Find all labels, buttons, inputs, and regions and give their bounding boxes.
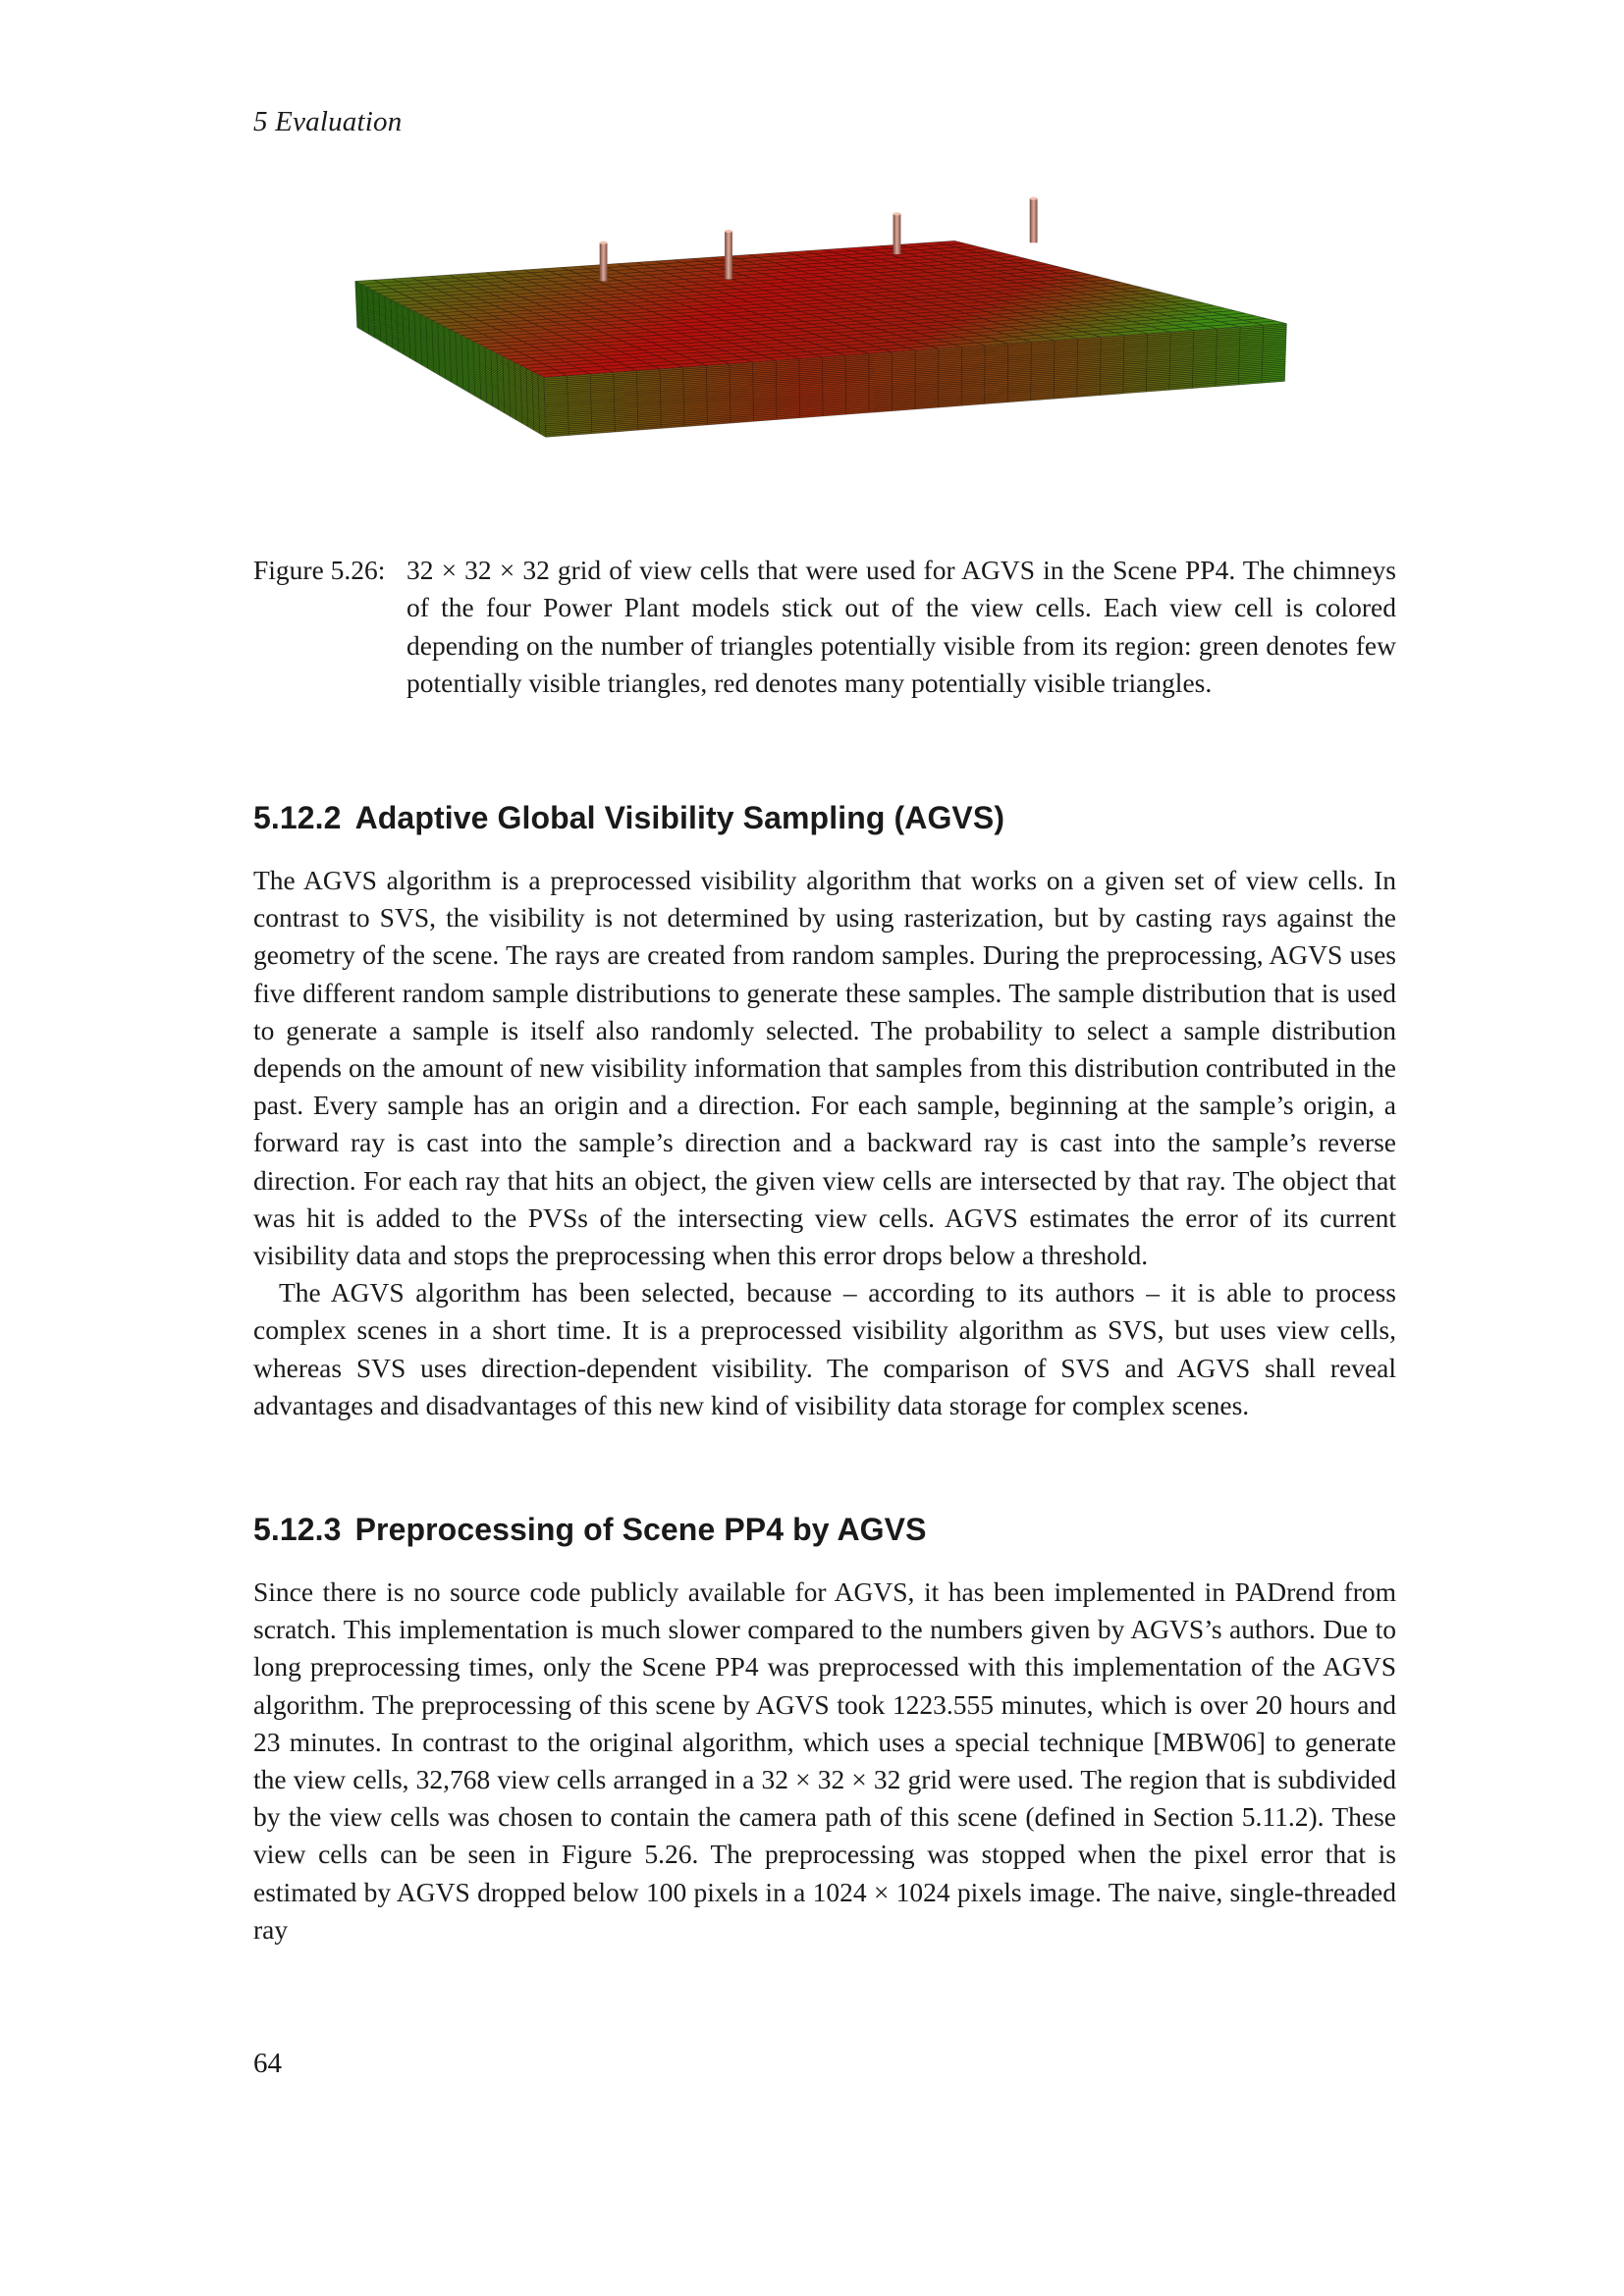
- paragraph: The AGVS algorithm is a preprocessed visibility algorithm that works on a given set of view cells. In contrast to SVS, the visibility is not determined by using rasterization, but by casting rays against the geometry of the scene. The rays are created from random samples. During the preprocessing, AGVS uses five different random sample distributions to generate these samples. The sample distribution that is used to generate a sample is itself also randomly selected. The probability to select a sample distribution depends on the amount of new visibility information that samples from this distribution contributed in the past. Every sample has an origin and a direction. For each sample, beginning at the sample’s origin, a forward ray is cast into the sample’s direction and a backward ray is cast into the sample’s reverse direction. For each ray that hits an object, the given view cells are intersected by that ray. The object that was hit is added to the PVSs of the intersecting view cells. AGVS estimates the error of its current visibility data and stops the preprocessing when this error drops below a threshold.: [253, 865, 1396, 1271]
- chimney-4: [1030, 198, 1038, 242]
- section-number: 5.12.3: [253, 1512, 342, 1547]
- page-number: 64: [253, 2048, 282, 2079]
- chimney-top-2: [725, 230, 732, 233]
- chimney-2: [725, 232, 732, 280]
- section-heading-5-12-3: [253, 1512, 927, 1548]
- chimney-3: [893, 214, 901, 254]
- chimney-top-1: [600, 241, 608, 244]
- section-body-5-12-2: [253, 862, 1396, 1424]
- figure-label: Figure 5.26:: [253, 555, 386, 585]
- section-title: Preprocessing of Scene PP4 by AGVS: [354, 1512, 927, 1547]
- view-cell-grid-image: [344, 183, 1306, 526]
- section-body-5-12-3: [253, 1574, 1396, 1949]
- paragraph: Since there is no source code publicly available for AGVS, it has been implemented in PADrend from scratch. This implementation is much slower compared to the numbers given by AGVS’s authors. Due to long preprocessing times, only the Scene PP4 was preprocessed with this implementation of the AGVS algorithm. The preprocessing of this scene by AGVS took 1223.555 minutes, which is over 20 hours and 23 minutes. In contrast to the original algorithm, which uses a special technique [MBW06] to generate the view cells, 32,768 view cells arranged in a 32 × 32 × 32 grid were used. The region that is subdivided by the view cells was chosen to contain the camera path of this scene (defined in Section 5.11.2). These view cells can be seen in Figure 5.26. The preprocessing was stopped when the pixel error that is estimated by AGVS dropped below 100 pixels in a 1024 × 1024 pixels image. The naive, single-threaded ray: [253, 1576, 1396, 1945]
- figure-5-26: [344, 183, 1306, 526]
- chimney-top-3: [893, 212, 901, 215]
- figure-caption: [253, 552, 1396, 703]
- chimney-top-4: [1030, 197, 1038, 200]
- section-number: 5.12.2: [253, 800, 342, 835]
- section-title: Adaptive Global Visibility Sampling (AGVS): [354, 800, 1005, 835]
- section-heading-5-12-2: [253, 800, 1004, 836]
- running-head: 5 Evaluation: [253, 106, 403, 137]
- figure-caption-text: 32 × 32 × 32 grid of view cells that were used for AGVS in the Scene PP4. The chimneys of the four Power Plant models stick out of the view cells. Each view cell is colored depending on the number of triangles potentially visible from its region: green denotes few potentially visible triangles, red denotes many potentially visible triangles.: [406, 555, 1396, 699]
- paragraph: The AGVS algorithm has been selected, because – according to its authors – it is able to process complex scenes in a short time. It is a preprocessed visibility algorithm as SVS, but uses view cells, whereas SVS uses direction-dependent visibility. The comparison of SVS and AGVS shall reveal advantages and disadvantages of this new kind of visibility data storage for complex scenes.: [253, 1277, 1396, 1420]
- chimney-1: [600, 242, 608, 281]
